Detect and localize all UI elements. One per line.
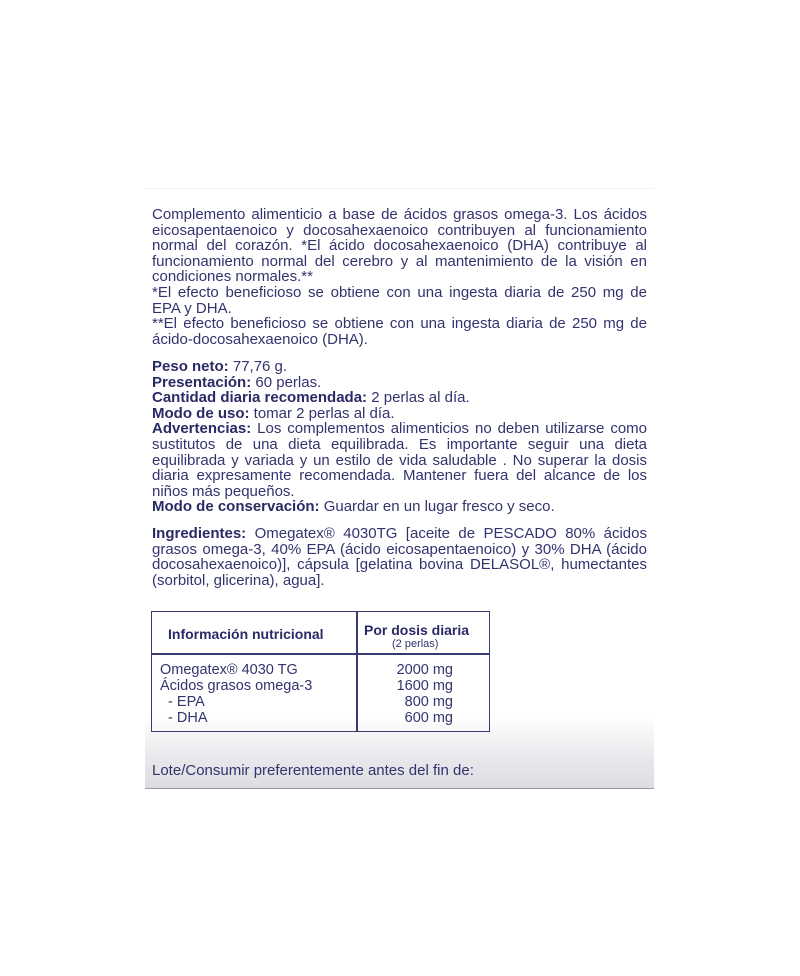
ingredients <box>152 526 647 588</box>
table-row-name: - EPA <box>160 694 205 710</box>
fact-daily-amount <box>152 390 647 406</box>
product-facts <box>152 359 647 515</box>
fact-value: tomar 2 perlas al día. <box>249 404 395 422</box>
nutrition-header-label: Información nutricional <box>168 626 324 642</box>
fact-usage <box>152 406 647 422</box>
footnote-dha: **El efecto beneficioso se obtiene con una ingesta diaria de 250 mg de ácido-docosahexaenoico (DHA). <box>152 315 647 348</box>
product-description <box>152 207 647 347</box>
table-row-value: 600 mg <box>404 710 453 726</box>
fact-label: Peso neto: <box>152 358 229 375</box>
fact-value: Guardar en un lugar fresco y seco. <box>319 498 555 516</box>
fact-label: Advertencias: <box>152 420 252 438</box>
fact-label: Modo de conservación: <box>152 498 320 516</box>
fact-label: Modo de uso: <box>152 404 250 422</box>
table-divider-horizontal <box>152 653 489 655</box>
fact-label: Presentación: <box>152 373 252 391</box>
footnote-epa-dha: *El efecto beneficioso se obtiene con una ingesta diaria de 250 mg de EPA y DHA. <box>152 283 647 317</box>
fact-presentation <box>152 375 647 391</box>
nutrition-header-dose-sub: (2 perlas) <box>392 638 439 650</box>
description-paragraph: Complemento alimenticio a base de ácidos grasos omega-3. Los ácidos eicosapentaenoico y docosahexaenoico contribuyen al funcionamiento normal del corazón. *El ácido docosahexaenoico (DHA) contribuye al funcionamiento normal del cerebro y al mantenimiento de la visión en condiciones normales.** <box>152 206 647 286</box>
fact-value: 2 perlas al día. <box>367 389 470 407</box>
fact-label: Cantidad diaria recomendada: <box>152 389 368 407</box>
table-divider-vertical <box>356 612 358 731</box>
table-row-value: 800 mg <box>404 694 453 710</box>
ingredients-text <box>152 526 647 588</box>
lot-expiry-text: Lote/Consumir preferentemente antes del fin de: <box>152 762 474 779</box>
table-row-name: - DHA <box>160 710 208 726</box>
table-row-name: Ácidos grasos omega-3 <box>160 678 313 694</box>
fact-net-weight <box>152 359 647 375</box>
fact-value: Los complementos alimenticios no deben utilizarse como sustitutos de una dieta equilibrada. Es importante seguir una dieta equilibrada y variada y un estilo de vida saludable . No superar la dosis diaria expresamente recomendada. Mantener fuera del alcance de los niños más pequeños. <box>152 420 647 500</box>
fact-value: 77,76 g. <box>228 358 288 375</box>
table-row-name: Omegatex® 4030 TG <box>160 662 298 678</box>
ingredients-label: Ingredientes: <box>152 525 247 542</box>
nutrition-header-dose: Por dosis diaria <box>364 622 470 638</box>
nutrition-table <box>151 611 490 732</box>
ingredients-value: Omegatex® 4030TG [aceite de PESCADO 80% ácidos grasos omega-3, 40% EPA (ácido eicosapentaenoico) y 30% DHA (ácido docosahexaenoico)], cápsula [gelatina bovina DELASOL®, humectantes (sorbitol, glicerina), agua]. <box>152 525 647 589</box>
fact-storage <box>152 499 647 515</box>
fact-value: 60 perlas. <box>251 373 322 391</box>
table-row-value: 1600 mg <box>396 678 453 694</box>
table-row-value: 2000 mg <box>396 662 453 678</box>
fact-warnings <box>152 421 647 499</box>
